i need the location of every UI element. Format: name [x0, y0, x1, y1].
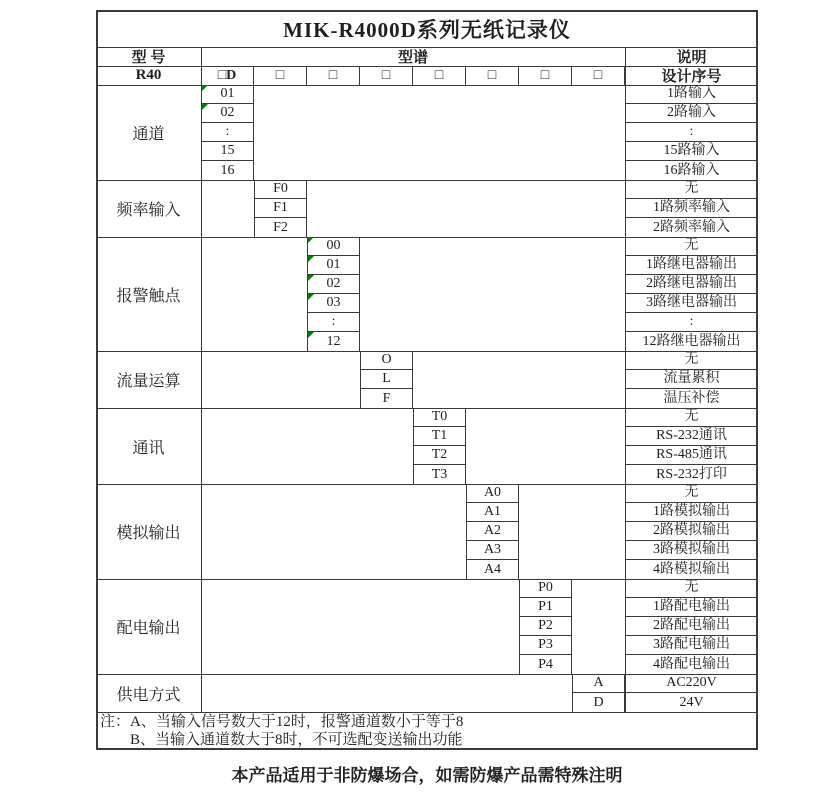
code-text: T2 — [431, 447, 448, 462]
code-text: A2 — [483, 523, 502, 538]
code-text: 02 — [326, 276, 341, 291]
code-cell — [202, 142, 253, 161]
section-analog-output-descriptions — [625, 484, 758, 579]
code-box: □ — [307, 66, 360, 85]
code-text: F1 — [273, 200, 288, 215]
code-cell — [202, 123, 253, 142]
code-cell — [573, 693, 624, 712]
desc-cell: 1路继电器输出 — [625, 256, 758, 275]
notes-block — [96, 712, 758, 750]
desc-cell: 无 — [625, 579, 758, 598]
section-channels-descriptions — [625, 85, 758, 180]
code-text: P0 — [538, 580, 553, 595]
desc-cell: 温压补偿 — [663, 390, 720, 406]
code-text: T3 — [431, 466, 448, 482]
desc-cell: 16路输入 — [663, 162, 720, 178]
code-box: □D — [201, 66, 254, 85]
section-communication-codes — [413, 408, 466, 484]
code-cell — [255, 180, 306, 199]
code-cell — [520, 655, 571, 674]
excel-flag-icon — [202, 104, 208, 110]
desc-cell: 2路配电输出 — [625, 617, 758, 636]
desc-cell: 2路继电器输出 — [625, 275, 758, 294]
desc-cell: 无 — [625, 180, 758, 199]
desc-cell: AC220V — [625, 674, 758, 693]
code-text: A — [593, 675, 604, 690]
code-text: 02 — [220, 105, 235, 120]
desc-cell: : — [625, 313, 758, 332]
code-text: L — [382, 371, 391, 386]
code-cell — [308, 256, 359, 275]
code-text: 01 — [326, 257, 341, 272]
code-text: 00 — [326, 238, 341, 253]
code-cell — [467, 484, 518, 503]
note-line-2: B、当输入通道数大于8时，不可选配变送输出功能 — [130, 732, 463, 748]
code-cell — [573, 674, 624, 693]
section-frequency-input-label: 频率输入 — [116, 202, 181, 219]
code-text: T1 — [431, 428, 448, 443]
code-cell — [520, 617, 571, 636]
desc-cell: 4路模拟输出 — [653, 561, 730, 577]
code-text: 12 — [326, 333, 341, 349]
desc-cell: 3路模拟输出 — [625, 541, 758, 560]
section-frequency-input-descriptions — [625, 180, 758, 237]
code-cell — [414, 408, 465, 427]
code-text: P2 — [538, 618, 553, 633]
desc-cell: 24V — [679, 694, 704, 710]
excel-flag-icon — [308, 332, 314, 338]
desc-cell: RS-232打印 — [656, 466, 727, 482]
desc-cell: 无 — [625, 408, 758, 427]
code-cell — [361, 370, 412, 389]
code-cell — [255, 199, 306, 218]
code-cell — [255, 218, 306, 237]
desc-cell: 2路模拟输出 — [625, 522, 758, 541]
code-text: F0 — [273, 181, 288, 196]
footer-note: 本产品适用于非防爆场合，如需防爆产品需特殊注明 — [231, 766, 623, 785]
code-box: □ — [466, 66, 519, 85]
desc-cell: : — [625, 123, 758, 142]
desc-cell: 3路配电输出 — [625, 636, 758, 655]
section-communication-label: 通讯 — [132, 439, 165, 457]
code-text: F — [382, 390, 391, 406]
excel-flag-icon — [202, 85, 208, 91]
model-selection-table — [96, 10, 758, 750]
section-communication-descriptions — [625, 408, 758, 484]
code-box: □ — [360, 66, 413, 85]
code-text: A4 — [483, 561, 502, 577]
header-spectrum: 型谱 — [397, 50, 428, 66]
code-cell — [202, 85, 253, 104]
code-box: □ — [572, 66, 625, 85]
code-cell — [308, 275, 359, 294]
header-description: 说明 — [676, 50, 707, 66]
code-cell — [414, 465, 465, 484]
code-cell — [520, 636, 571, 655]
desc-cell: 1路配电输出 — [625, 598, 758, 617]
code-cell — [414, 427, 465, 446]
code-text: : — [331, 314, 336, 329]
code-box: □ — [519, 66, 572, 85]
code-cell — [308, 237, 359, 256]
code-cell — [202, 104, 253, 123]
code-text: P4 — [538, 656, 553, 672]
code-text: 01 — [220, 86, 235, 101]
section-analog-output-label: 模拟输出 — [116, 525, 181, 542]
section-power-supply-descriptions — [625, 674, 758, 712]
desc-cell: RS-485通讯 — [625, 446, 758, 465]
table-title: MIK-R4000D系列无纸记录仪 — [283, 17, 571, 42]
code-text: A1 — [483, 504, 502, 519]
section-flow-calculation-label: 流量运算 — [116, 373, 181, 390]
code-text: T0 — [431, 409, 448, 424]
desc-cell: RS-232通讯 — [625, 427, 758, 446]
code-cell — [520, 598, 571, 617]
code-cell — [467, 560, 518, 579]
desc-cell: 无 — [625, 237, 758, 256]
desc-cell: 流量累积 — [625, 370, 758, 389]
code-text: D — [593, 694, 604, 710]
section-alarm-contacts-descriptions — [625, 237, 758, 351]
desc-cell: 1路模拟输出 — [625, 503, 758, 522]
code-text: P1 — [538, 599, 553, 614]
code-box: □ — [413, 66, 466, 85]
section-frequency-input-codes — [254, 180, 307, 237]
excel-flag-icon — [308, 256, 314, 262]
section-flow-calculation-descriptions — [625, 351, 758, 408]
section-channels-label: 通道 — [132, 126, 165, 143]
code-box: □ — [254, 66, 307, 85]
code-cell — [520, 579, 571, 598]
desc-cell: 1路频率输入 — [625, 199, 758, 218]
desc-cell: 2路输入 — [625, 104, 758, 123]
section-alarm-contacts-codes — [307, 237, 360, 351]
excel-flag-icon — [308, 275, 314, 281]
model-code-boxes — [201, 66, 625, 85]
code-cell — [467, 503, 518, 522]
desc-cell: 1路输入 — [625, 85, 758, 104]
desc-cell: 12路继电器输出 — [642, 333, 741, 349]
desc-cell: 3路继电器输出 — [625, 294, 758, 313]
code-cell — [467, 522, 518, 541]
code-cell — [202, 161, 253, 180]
code-text: 15 — [220, 143, 235, 158]
section-distribution-output-descriptions — [625, 579, 758, 674]
section-flow-calculation-codes — [360, 351, 413, 408]
header-model: 型 号 — [131, 50, 166, 66]
code-text: : — [225, 124, 230, 139]
section-power-supply-label: 供电方式 — [116, 686, 181, 704]
section-power-supply-codes — [572, 674, 625, 712]
section-channels-codes — [201, 85, 254, 180]
excel-flag-icon — [308, 294, 314, 300]
code-text: A0 — [483, 485, 502, 500]
code-cell — [361, 351, 412, 370]
section-distribution-output-label: 配电输出 — [116, 620, 181, 637]
desc-cell: 无 — [625, 351, 758, 370]
code-text: A3 — [483, 542, 502, 557]
code-cell — [414, 446, 465, 465]
code-text: P3 — [538, 637, 553, 652]
desc-cell: 2路频率输入 — [653, 219, 730, 235]
code-text: 03 — [326, 295, 341, 310]
section-analog-output-codes — [466, 484, 519, 579]
code-text: O — [381, 352, 392, 367]
code-cell — [361, 389, 412, 408]
code-cell — [308, 332, 359, 351]
section-alarm-contacts-label: 报警触点 — [116, 287, 181, 305]
code-cell — [308, 294, 359, 313]
code-cell — [467, 541, 518, 560]
excel-flag-icon — [308, 237, 314, 243]
desc-cell: 无 — [625, 484, 758, 503]
code-text: 16 — [220, 162, 235, 178]
code-text: F2 — [273, 219, 288, 235]
model-name: R40 — [135, 67, 162, 83]
desc-cell: 4路配电输出 — [653, 656, 730, 672]
note-line-1: 注：A、当输入信号数大于12时，报警通道数小于等于8 — [100, 714, 464, 730]
design-serial-label: 设计序号 — [661, 69, 722, 85]
code-cell — [308, 313, 359, 332]
section-distribution-output-codes — [519, 579, 572, 674]
desc-cell: 15路输入 — [625, 142, 758, 161]
